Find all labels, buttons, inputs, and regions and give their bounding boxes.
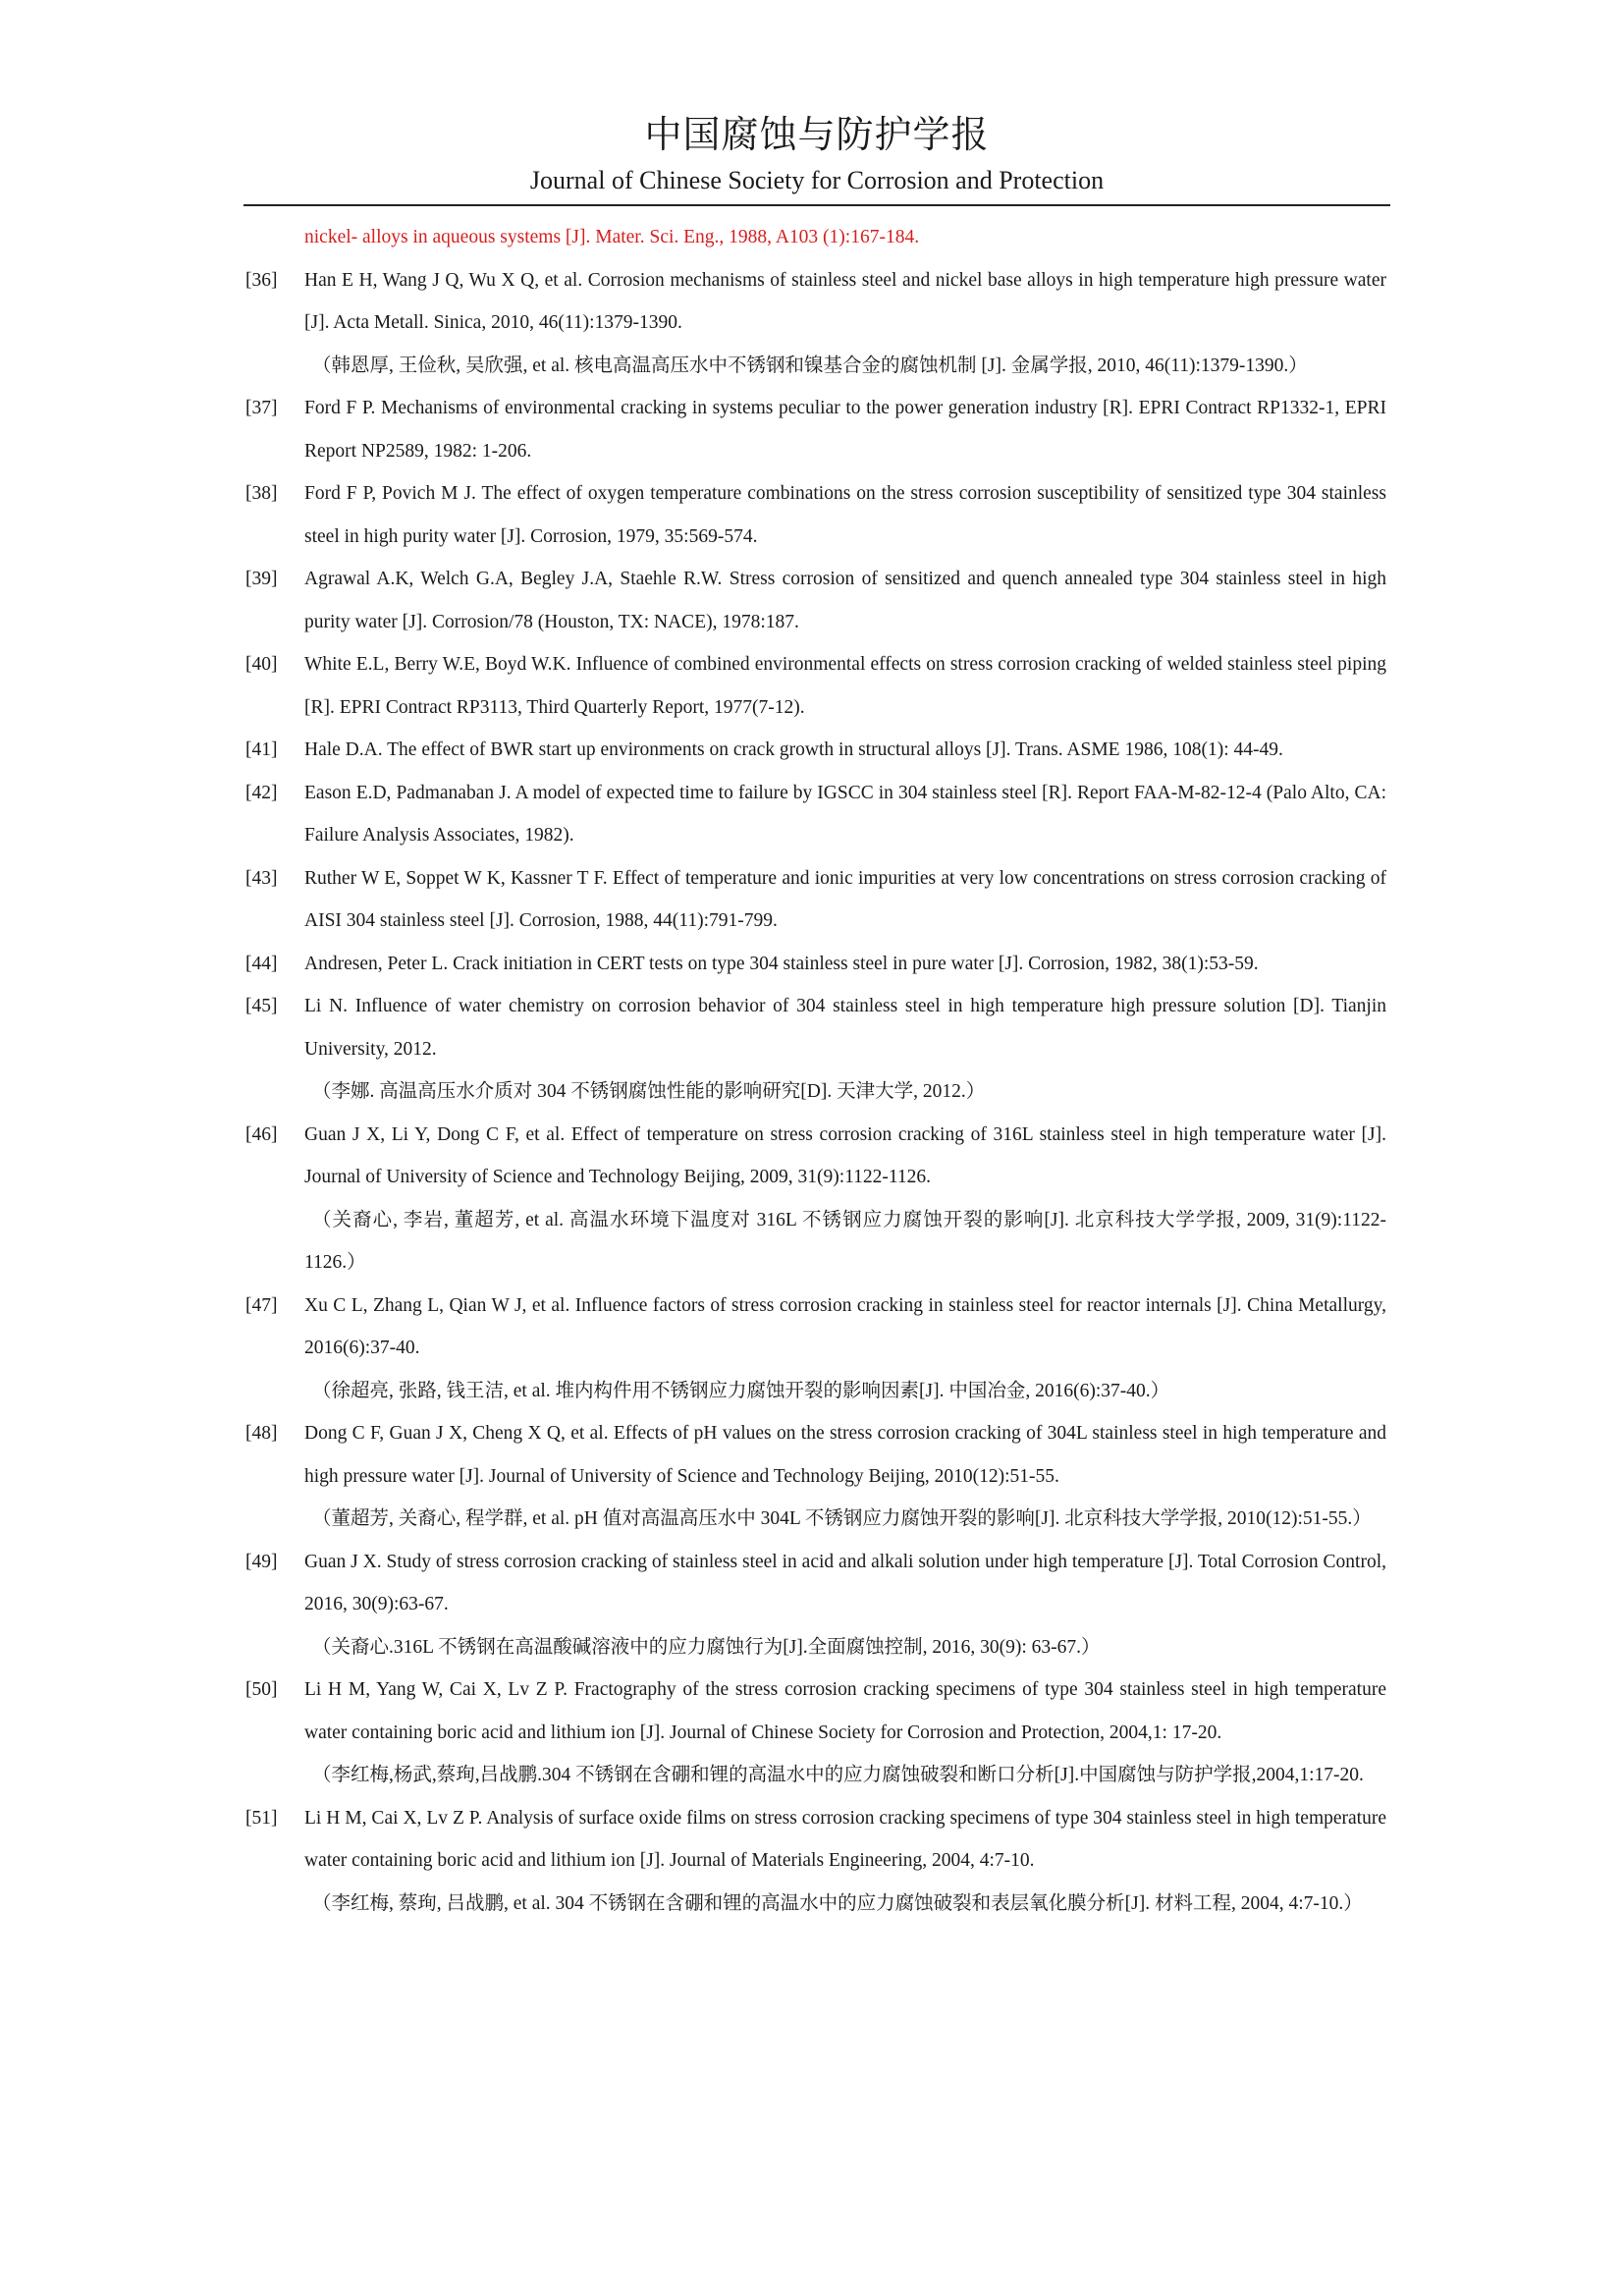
reference-text: Li H M, Yang W, Cai X, Lv Z P. Fractography of the stress corrosion cracking specimens of type 304 stainless steel in high temperature water containing boric acid and lithium ion [J]. Journal of Chinese Society for Corrosion and Protection, 2004,1: 17-20. (304, 1679, 1386, 1743)
reference-item (245, 643, 1386, 729)
reference-text: Dong C F, Guan J X, Cheng X Q, et al. Effects of pH values on the stress corrosion cracking of 304L stainless steel in high temperature and high pressure water [J]. Journal of University of Science and Technology Beijing, 2010(12):51-55. (304, 1423, 1386, 1487)
reference-item (245, 1668, 1386, 1797)
reference-number: [51] (245, 1807, 278, 1829)
reference-item (245, 729, 1386, 772)
journal-title-english: Journal of Chinese Society for Corrosion and Protection (529, 166, 1105, 194)
reference-text: Li H M, Cai X, Lv Z P. Analysis of surface oxide films on stress corrosion cracking specimens of type 304 stainless steel in high temperature water containing boric acid and lithium ion [J]. Journal of Materials Engineering, 2004, 4:7-10. (304, 1807, 1386, 1871)
reference-item (245, 1114, 1386, 1285)
reference-number: [37] (245, 398, 278, 418)
reference-item (245, 1797, 1386, 1926)
reference-text: Guan J X, Li Y, Dong C F, et al. Effect of temperature on stress corrosion cracking of 316L stainless steel in high temperature water [J]. Journal of University of Science and Technology Beijing, 2009, 31(9):1122-1126. (304, 1123, 1386, 1187)
reference-number: [41] (245, 739, 278, 760)
reference-item (245, 558, 1386, 643)
reference-number: [43] (245, 867, 278, 889)
reference-item (245, 985, 1386, 1114)
reference-number: [36] (245, 269, 278, 291)
reference-item (245, 943, 1386, 986)
reference-text: Li N. Influence of water chemistry on corrosion behavior of 304 stainless steel in high temperature high pressure solution [D]. Tianjin University, 2012. (304, 996, 1386, 1060)
journal-title-chinese: 中国腐蚀与防护学报 (644, 113, 990, 156)
reference-text: Agrawal A.K, Welch G.A, Begley J.A, Staehle R.W. Stress corrosion of sensitized and quench annealed type 304 stainless steel in high purity water [J]. Corrosion/78 (Houston, TX: NACE), 1978:187. (304, 569, 1386, 632)
journal-header (243, 110, 1390, 196)
reference-number: [39] (245, 569, 278, 589)
reference-item (245, 1541, 1386, 1669)
reference-chinese-translation: （董超芳, 关裔心, 程学群, et al. pH 值对高温高压水中 304L 不锈钢应力腐蚀开裂的影响[J]. 北京科技大学学报, 2010(12):51-55.） (312, 1508, 1372, 1529)
reference-item (245, 772, 1386, 857)
reference-text: Ford F P. Mechanisms of environmental cracking in systems peculiar to the power generation industry [R]. EPRI Contract RP1332-1, EPRI Report NP2589, 1982: 1-206. (304, 398, 1386, 462)
reference-number: [38] (245, 483, 278, 504)
reference-text: White E.L, Berry W.E, Boyd W.K. Influence of combined environmental effects on stress corrosion cracking of welded stainless steel piping [R]. EPRI Contract RP3113, Third Quarterly Report, 1977(7-12). (304, 654, 1386, 718)
reference-text: Eason E.D, Padmanaban J. A model of expected time to failure by IGSCC in 304 stainless steel [R]. Report FAA-M-82-12-4 (Palo Alto, CA: Failure Analysis Associates, 1982). (304, 782, 1386, 846)
reference-number: [49] (245, 1551, 278, 1572)
reference-continuation: nickel- alloys in aqueous systems [J]. Mater. Sci. Eng., 1988, A103 (1):167-184. (304, 227, 920, 247)
reference-text: Xu C L, Zhang L, Qian W J, et al. Influence factors of stress corrosion cracking in stainless steel for reactor internals [J]. China Metallurgy, 2016(6):37-40. (304, 1294, 1386, 1358)
reference-chinese-translation: （韩恩厚, 王俭秋, 吴欣强, et al. 核电高温高压水中不锈钢和镍基合金的腐蚀机制 [J]. 金属学报, 2010, 46(11):1379-1390.） (312, 355, 1308, 376)
reference-list (245, 216, 1386, 1925)
reference-item (245, 1285, 1386, 1413)
reference-chinese-translation: （李红梅,杨武,蔡珣,吕战鹏.304 不锈钢在含硼和锂的高温水中的应力腐蚀破裂和断口分析[J].中国腐蚀与防护学报,2004,1:17-20. (312, 1765, 1364, 1785)
reference-number: [44] (245, 953, 278, 974)
reference-number: [48] (245, 1423, 278, 1444)
reference-number: [46] (245, 1123, 278, 1145)
reference-text: Guan J X. Study of stress corrosion cracking of stainless steel in acid and alkali solution under high temperature [J]. Total Corrosion Control, 2016, 30(9):63-67. (304, 1551, 1386, 1614)
reference-text: Han E H, Wang J Q, Wu X Q, et al. Corrosion mechanisms of stainless steel and nickel base alloys in high temperature high pressure water [J]. Acta Metall. Sinica, 2010, 46(11):1379-1390. (304, 269, 1386, 333)
reference-text: Hale D.A. The effect of BWR start up environments on crack growth in structural alloys [J]. Trans. ASME 1986, 108(1): 44-49. (304, 739, 1283, 760)
reference-number: [40] (245, 654, 278, 675)
reference-number: [42] (245, 782, 278, 803)
reference-text: Ford F P, Povich M J. The effect of oxygen temperature combinations on the stress corrosion susceptibility of sensitized type 304 stainless steel in high purity water [J]. Corrosion, 1979, 35:569-574. (304, 483, 1386, 547)
reference-chinese-translation: （关裔心.316L 不锈钢在高温酸碱溶液中的应力腐蚀行为[J].全面腐蚀控制, 2016, 30(9): 63-67.） (312, 1636, 1101, 1658)
reference-number: [50] (245, 1679, 278, 1700)
header-rule (243, 204, 1390, 206)
reference-item (245, 259, 1386, 388)
reference-item (245, 857, 1386, 943)
reference-item (245, 387, 1386, 472)
reference-chinese-translation: （李娜. 高温高压水介质对 304 不锈钢腐蚀性能的影响研究[D]. 天津大学, 2012.） (312, 1081, 986, 1102)
reference-text: Ruther W E, Soppet W K, Kassner T F. Effect of temperature and ionic impurities at very low concentrations on stress corrosion cracking of AISI 304 stainless steel [J]. Corrosion, 1988, 44(11):791-799. (304, 867, 1386, 931)
reference-chinese-translation: （关裔心, 李岩, 董超芳, et al. 高温水环境下温度对 316L 不锈钢应力腐蚀开裂的影响[J]. 北京科技大学学报, 2009, 31(9):1122-1126.） (304, 1209, 1386, 1273)
reference-chinese-translation: （徐超亮, 张路, 钱王洁, et al. 堆内构件用不锈钢应力腐蚀开裂的影响因素[J]. 中国冶金, 2016(6):37-40.） (312, 1380, 1170, 1401)
reference-item (245, 1412, 1386, 1541)
reference-chinese-translation: （李红梅, 蔡珣, 吕战鹏, et al. 304 不锈钢在含硼和锂的高温水中的应力腐蚀破裂和表层氧化膜分析[J]. 材料工程, 2004, 4:7-10.） (312, 1892, 1363, 1914)
reference-number: [45] (245, 996, 278, 1016)
reference-number: [47] (245, 1294, 278, 1316)
reference-item (245, 472, 1386, 558)
reference-text: Andresen, Peter L. Crack initiation in CERT tests on type 304 stainless steel in pure water [J]. Corrosion, 1982, 38(1):53-59. (304, 953, 1259, 974)
